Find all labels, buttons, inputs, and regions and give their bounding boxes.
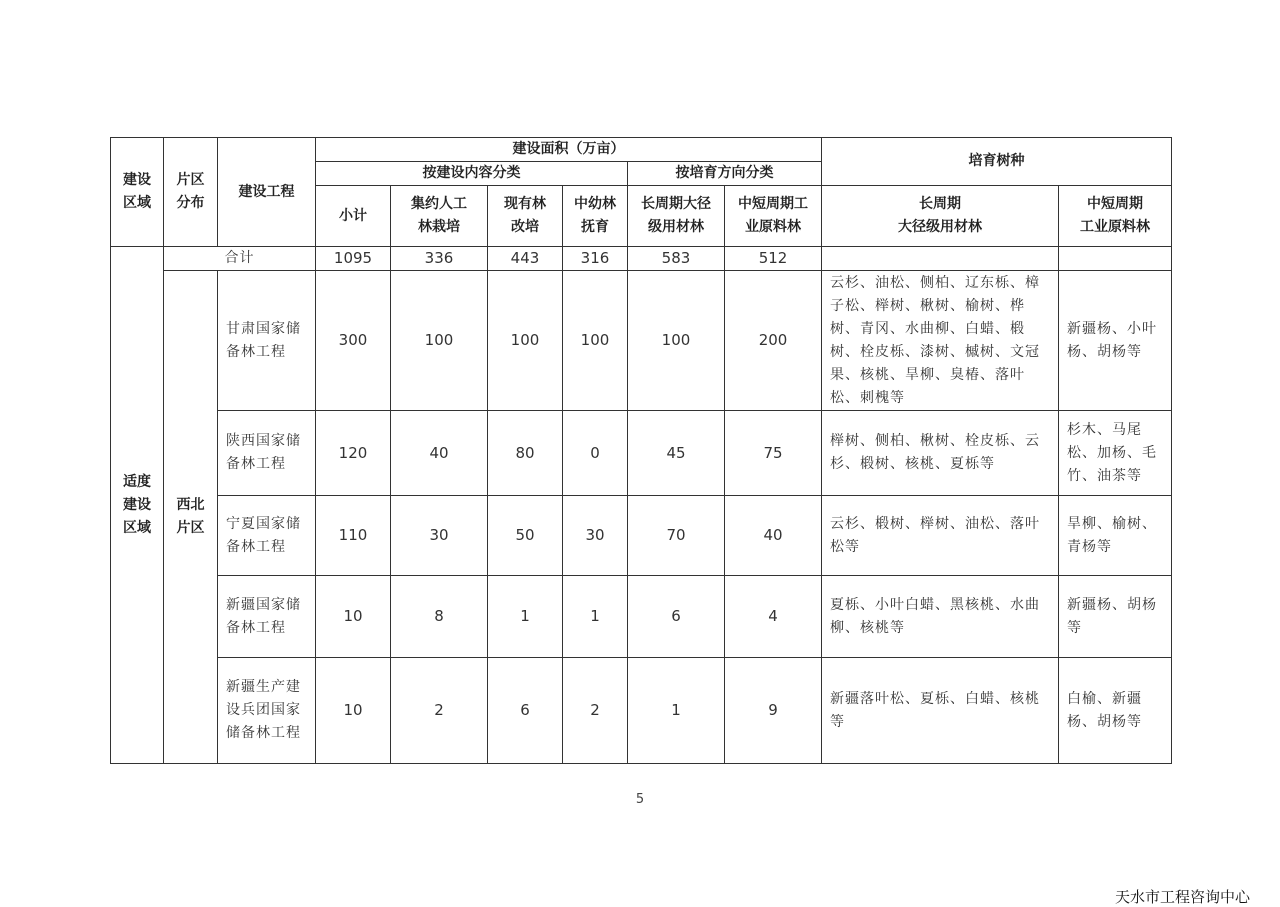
project-name: 新疆国家储备林工程	[218, 576, 316, 658]
row-short: 40	[725, 496, 822, 576]
table-row	[111, 496, 1172, 576]
total-species-long	[822, 247, 1059, 271]
table-row	[111, 271, 1172, 411]
row-short: 4	[725, 576, 822, 658]
row-species-short: 旱柳、榆树、青杨等	[1059, 496, 1172, 576]
header-short-period: 中短周期工业原料林	[725, 186, 822, 247]
row-existing: 6	[488, 658, 563, 764]
forest-reserve-table	[110, 137, 1172, 764]
row-intensive: 2	[391, 658, 488, 764]
zone-cell: 西北片区	[164, 271, 218, 764]
row-species-long: 榉树、侧柏、楸树、栓皮栎、云杉、椴树、核桃、夏栎等	[822, 411, 1059, 496]
header-young: 中幼林抚育	[563, 186, 628, 247]
total-intensive: 336	[391, 247, 488, 271]
row-subtotal: 110	[316, 496, 391, 576]
total-label: 合计	[164, 247, 316, 271]
header-subtotal: 小计	[316, 186, 391, 247]
row-species-long: 新疆落叶松、夏栎、白蜡、核桃等	[822, 658, 1059, 764]
row-young: 1	[563, 576, 628, 658]
row-short: 9	[725, 658, 822, 764]
total-young: 316	[563, 247, 628, 271]
project-name: 陕西国家储备林工程	[218, 411, 316, 496]
row-subtotal: 300	[316, 271, 391, 411]
row-species-short: 杉木、马尾松、加杨、毛竹、油茶等	[1059, 411, 1172, 496]
row-intensive: 100	[391, 271, 488, 411]
row-young: 2	[563, 658, 628, 764]
row-subtotal: 10	[316, 576, 391, 658]
table-row	[111, 411, 1172, 496]
row-young: 30	[563, 496, 628, 576]
row-intensive: 40	[391, 411, 488, 496]
row-species-short: 新疆杨、胡杨等	[1059, 576, 1172, 658]
row-long: 100	[628, 271, 725, 411]
footer-watermark: 天水市工程咨询中心	[1114, 888, 1250, 906]
row-species-long: 夏栎、小叶白蜡、黑核桃、水曲柳、核桃等	[822, 576, 1059, 658]
project-name: 甘肃国家储备林工程	[218, 271, 316, 411]
row-long: 1	[628, 658, 725, 764]
table-row	[111, 658, 1172, 764]
header-by-direction: 按培育方向分类	[628, 162, 822, 186]
total-species-short	[1059, 247, 1172, 271]
total-subtotal: 1095	[316, 247, 391, 271]
row-short: 200	[725, 271, 822, 411]
table-row	[111, 576, 1172, 658]
row-existing: 100	[488, 271, 563, 411]
row-intensive: 30	[391, 496, 488, 576]
header-area: 建设面积（万亩）	[316, 138, 822, 162]
header-species-short: 中短周期 工业原料林	[1059, 186, 1172, 247]
row-subtotal: 120	[316, 411, 391, 496]
row-long: 45	[628, 411, 725, 496]
page-number: 5	[635, 792, 645, 807]
total-existing: 443	[488, 247, 563, 271]
header-species: 培育树种	[822, 138, 1172, 186]
header-region: 建设区域	[111, 138, 164, 247]
row-species-short: 白榆、新疆杨、胡杨等	[1059, 658, 1172, 764]
row-long: 70	[628, 496, 725, 576]
row-young: 0	[563, 411, 628, 496]
header-long-period: 长周期大径级用材林	[628, 186, 725, 247]
row-short: 75	[725, 411, 822, 496]
row-young: 100	[563, 271, 628, 411]
project-name: 新疆生产建设兵团国家储备林工程	[218, 658, 316, 764]
row-intensive: 8	[391, 576, 488, 658]
region-cell: 适度建设区域	[111, 247, 164, 764]
header-project: 建设工程	[218, 138, 316, 247]
row-existing: 50	[488, 496, 563, 576]
header-species-long: 长周期 大径级用材林	[822, 186, 1059, 247]
header-existing: 现有林改培	[488, 186, 563, 247]
row-existing: 80	[488, 411, 563, 496]
row-species-long: 云杉、油松、侧柏、辽东栎、樟子松、榉树、楸树、榆树、桦树、青冈、水曲柳、白蜡、椴树、栓皮栎、漆树、槭树、文冠果、核桃、旱柳、臭椿、落叶松、刺槐等	[822, 271, 1059, 411]
row-long: 6	[628, 576, 725, 658]
row-existing: 1	[488, 576, 563, 658]
header-by-content: 按建设内容分类	[316, 162, 628, 186]
total-short: 512	[725, 247, 822, 271]
row-subtotal: 10	[316, 658, 391, 764]
total-long: 583	[628, 247, 725, 271]
row-species-short: 新疆杨、小叶杨、胡杨等	[1059, 271, 1172, 411]
header-zone: 片区分布	[164, 138, 218, 247]
project-name: 宁夏国家储备林工程	[218, 496, 316, 576]
header-intensive: 集约人工林栽培	[391, 186, 488, 247]
row-species-long: 云杉、椴树、榉树、油松、落叶松等	[822, 496, 1059, 576]
